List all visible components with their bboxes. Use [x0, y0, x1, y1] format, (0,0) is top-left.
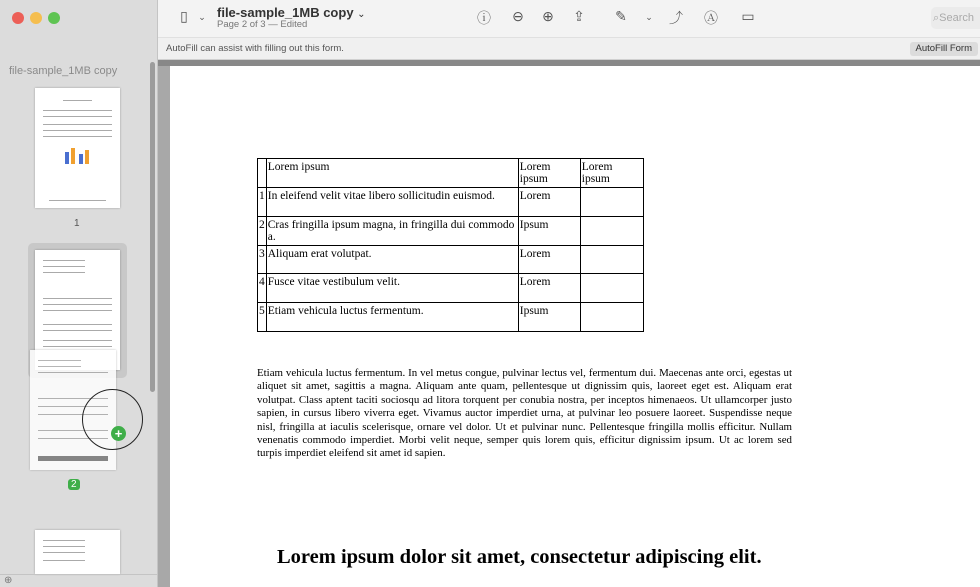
table-cell: 1: [258, 188, 267, 217]
close-button[interactable]: [12, 12, 24, 24]
data-table: [257, 158, 644, 332]
table-cell: 2: [258, 216, 267, 245]
table-cell: Fusce vitae vestibulum velit.: [266, 274, 518, 303]
form-fill-icon[interactable]: ▭: [741, 8, 755, 24]
table-cell: [258, 159, 267, 188]
table-cell: 4: [258, 274, 267, 303]
table-row: [258, 274, 644, 303]
table-cell: Etiam vehicula luctus fermentum.: [266, 303, 518, 332]
section-heading: Lorem ipsum dolor sit amet, consectetur adipiscing elit.: [277, 546, 762, 568]
table-header-row: [258, 159, 644, 188]
minimize-button[interactable]: [30, 12, 42, 24]
table-cell: Lorem: [518, 245, 580, 274]
zoom-out-icon[interactable]: ⊖: [512, 8, 524, 24]
add-page-icon[interactable]: ⊕: [4, 575, 13, 586]
table-row: [258, 188, 644, 217]
table-cell: In eleifend velit vitae libero sollicitudin euismod.: [266, 188, 518, 217]
table-cell: [580, 303, 643, 332]
table-cell: 5: [258, 303, 267, 332]
pdf-page: [170, 66, 980, 587]
autofill-bar: [158, 38, 980, 60]
info-icon[interactable]: ⓘ: [477, 10, 491, 26]
table-cell: Lorem ipsum: [580, 159, 643, 188]
body-paragraph: Etiam vehicula luctus fermentum. In vel metus congue, pulvinar lectus vel, fermentum dui. Maecenas ante orci, egestas ut aliquet sit amet, sagittis a magna. Aliquam ante quam, pellentesque ut dignissim quis, laoreet eget est. Aliquam erat volutpat. Class aptent taciti sociosqu ad litora torquent per conubia nostra, per inceptos himenaeos. Ut ullamcorper justo sapien, in cursus libero viverra eget. Vivamus auctor imperdiet urna, at pulvinar leo posuere laoreet. Suspendisse neque nisl, fringilla at iaculis scelerisque, ornare vel dolor. Ut et pulvinar nunc. Pellentesque fringilla mollis efficitur. Nullam venenatis commodo imperdiet. Morbi velit neque, semper quis lorem quis, efficitur dignissim ipsum. Ut ac lorem sed turpis imperdiet eleifend sit amet id sapien.: [257, 367, 792, 460]
search-input[interactable]: ⌕Search: [931, 7, 980, 29]
page-label-2: 2: [68, 479, 80, 490]
autofill-message: AutoFill can assist with filling out this form.: [166, 43, 344, 54]
drag-cursor-circle: [82, 389, 143, 450]
highlight-icon[interactable]: ✎: [615, 8, 627, 24]
share-icon[interactable]: ⇪: [573, 8, 585, 24]
table-cell: Lorem: [518, 188, 580, 217]
page-thumbnail-1[interactable]: [35, 88, 120, 208]
sidebar: [0, 0, 158, 587]
table-cell: 3: [258, 245, 267, 274]
rotate-icon[interactable]: ⤴: [669, 10, 683, 26]
table-cell: [580, 188, 643, 217]
table-cell: Lorem: [518, 274, 580, 303]
chevron-down-icon[interactable]: ⌄: [645, 12, 653, 22]
sidebar-title: file-sample_1MB copy: [9, 65, 118, 77]
chevron-down-icon[interactable]: ⌄: [198, 12, 206, 22]
sidebar-bottom-bar: [0, 574, 158, 587]
document-subtitle: Page 2 of 3 — Edited: [217, 19, 308, 30]
table-row: [258, 216, 644, 245]
table-cell: Lorem ipsum: [518, 159, 580, 188]
table-cell: Ipsum: [518, 303, 580, 332]
table-cell: Lorem ipsum: [266, 159, 518, 188]
table-cell: Cras fringilla ipsum magna, in fringilla dui commodo a.: [266, 216, 518, 245]
table-cell: [580, 245, 643, 274]
autofill-form-button[interactable]: AutoFill Form: [910, 42, 978, 56]
zoom-in-icon[interactable]: ⊕: [542, 8, 554, 24]
table-row: [258, 245, 644, 274]
table-cell: [580, 216, 643, 245]
table-cell: Ipsum: [518, 216, 580, 245]
toolbar: [158, 0, 980, 38]
zoom-button[interactable]: [48, 12, 60, 24]
page-thumbnail-3[interactable]: [35, 530, 120, 574]
markup-icon[interactable]: Ⓐ: [704, 10, 718, 26]
table-cell: Aliquam erat volutpat.: [266, 245, 518, 274]
document-title[interactable]: file-sample_1MB copy ⌄: [217, 5, 366, 20]
sidebar-icon[interactable]: ▯: [180, 8, 188, 24]
table-cell: [580, 274, 643, 303]
sidebar-scrollbar[interactable]: [150, 62, 155, 392]
search-icon: ⌕: [933, 12, 940, 24]
page-label-1: 1: [74, 218, 80, 229]
table-row: [258, 303, 644, 332]
add-copy-icon: +: [111, 426, 126, 441]
